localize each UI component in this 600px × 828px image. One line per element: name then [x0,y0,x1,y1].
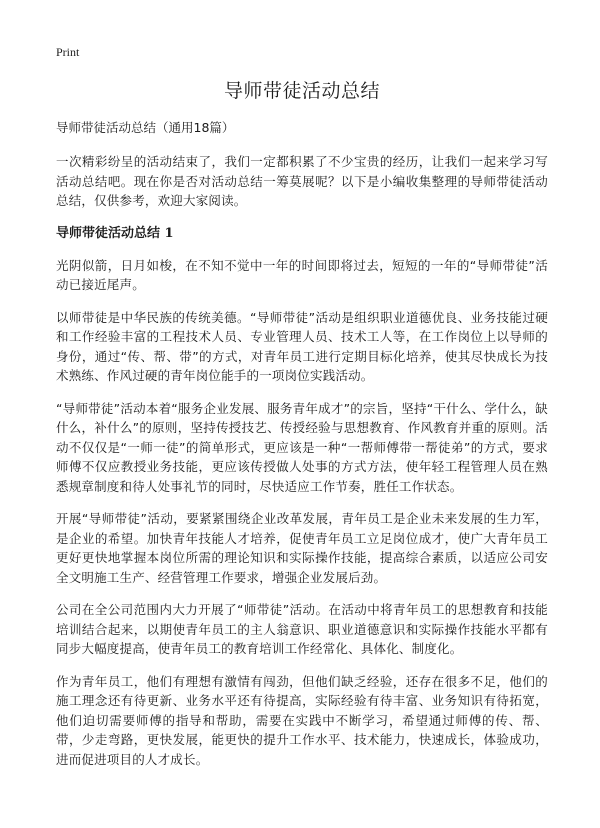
print-link[interactable]: Print [56,45,80,59]
document-subtitle: 导师带徒活动总结（通用18篇） [56,120,235,135]
body-paragraph: 公司在全公司范围内大力开展了“师带徒”活动。在活动中将青年员工的思想教育和技能培训结合起来，以期使青年员工的主人翁意识、职业道德意识和实际操作技能水平都有同步大幅度提高，使青年员工的教育培训工作经常化、具体化、制度化。 [56,602,548,656]
body-paragraph: 作为青年员工，他们有理想有激情有闯劲，但他们缺乏经验，还存在很多不足，他们的 施工理念还有待更新、业务水平还有待提高，实际经验有待丰富、业务知识有待拓宽，他们迫切需要师傅的指导和帮助，需要在实践中不断学习，希望通过师傅的传、帮、带，少走弯路，更快发展，能更快的提升工作水平、技术能力，快速成长，体验成功，进而促进项目的人才成长。 [56,673,548,767]
page-title: 导师带徒活动总结 [223,80,380,102]
body-paragraph: 光阴似箭，日月如梭，在不知不觉中一年的时间即将过去，短短的一年的“导师带徒”活动已接近尾声。 [56,257,548,292]
body-paragraph: 以师带徒是中华民族的传统美德。“导师带徒”活动是组织职业道德优良、业务技能过硬和工作经验丰富的工程技术人员、专业管理人员、技术工人等，在工作岗位上以导师的身份，通过“传、帮、带”的方式，对青年员工进行定期目标化培养，使其尽快成长为技术熟练、作风过硬的青年岗位能手的一项岗位实践活动。 [56,309,548,383]
section-heading: 导师带徒活动总结 1 [56,225,174,241]
body-paragraph: 开展“导师带徒”活动，要紧紧围绕企业改革发展，青年员工是企业未来发展的生力军，是企业的希望。加快青年技能人才培养，促使青年员工立足岗位成才，使广大青年员工更好更快地掌握本岗位所需的理论知识和实际操作技能，提高综合素质，以适应公司安全文明施工生产、经营管理工作要求，增强企业发展后劲。 [56,511,548,585]
document-body [56,78,548,782]
intro-paragraph: 一次精彩纷呈的活动结束了，我们一定都积累了不少宝贵的经历，让我们一起来学习写活动总结吧。现在你是否对活动总结一筹莫展呢？以下是小编收集整理的导师带徒活动总结，仅供参考，欢迎大家阅读。 [56,154,548,208]
body-paragraph: “导师带徒”活动本着“服务企业发展、服务青年成才”的宗旨，坚持“干什么、学什么，缺什么，补什么”的原则，坚持传授技艺、传授经验与思想教育、作风教育并重的原则。活动不仅仅是“一师一徒”的简单形式，更应该是一种“一帮师傅带一帮徒弟”的方式，要求师傅不仅应教授业务技能，更应该传授做人处事的方式方法，使年轻工程管理人员在熟悉规章制度和待人处事礼节的同时，尽快适应工作节奏，胜任工作状态。 [56,400,548,494]
